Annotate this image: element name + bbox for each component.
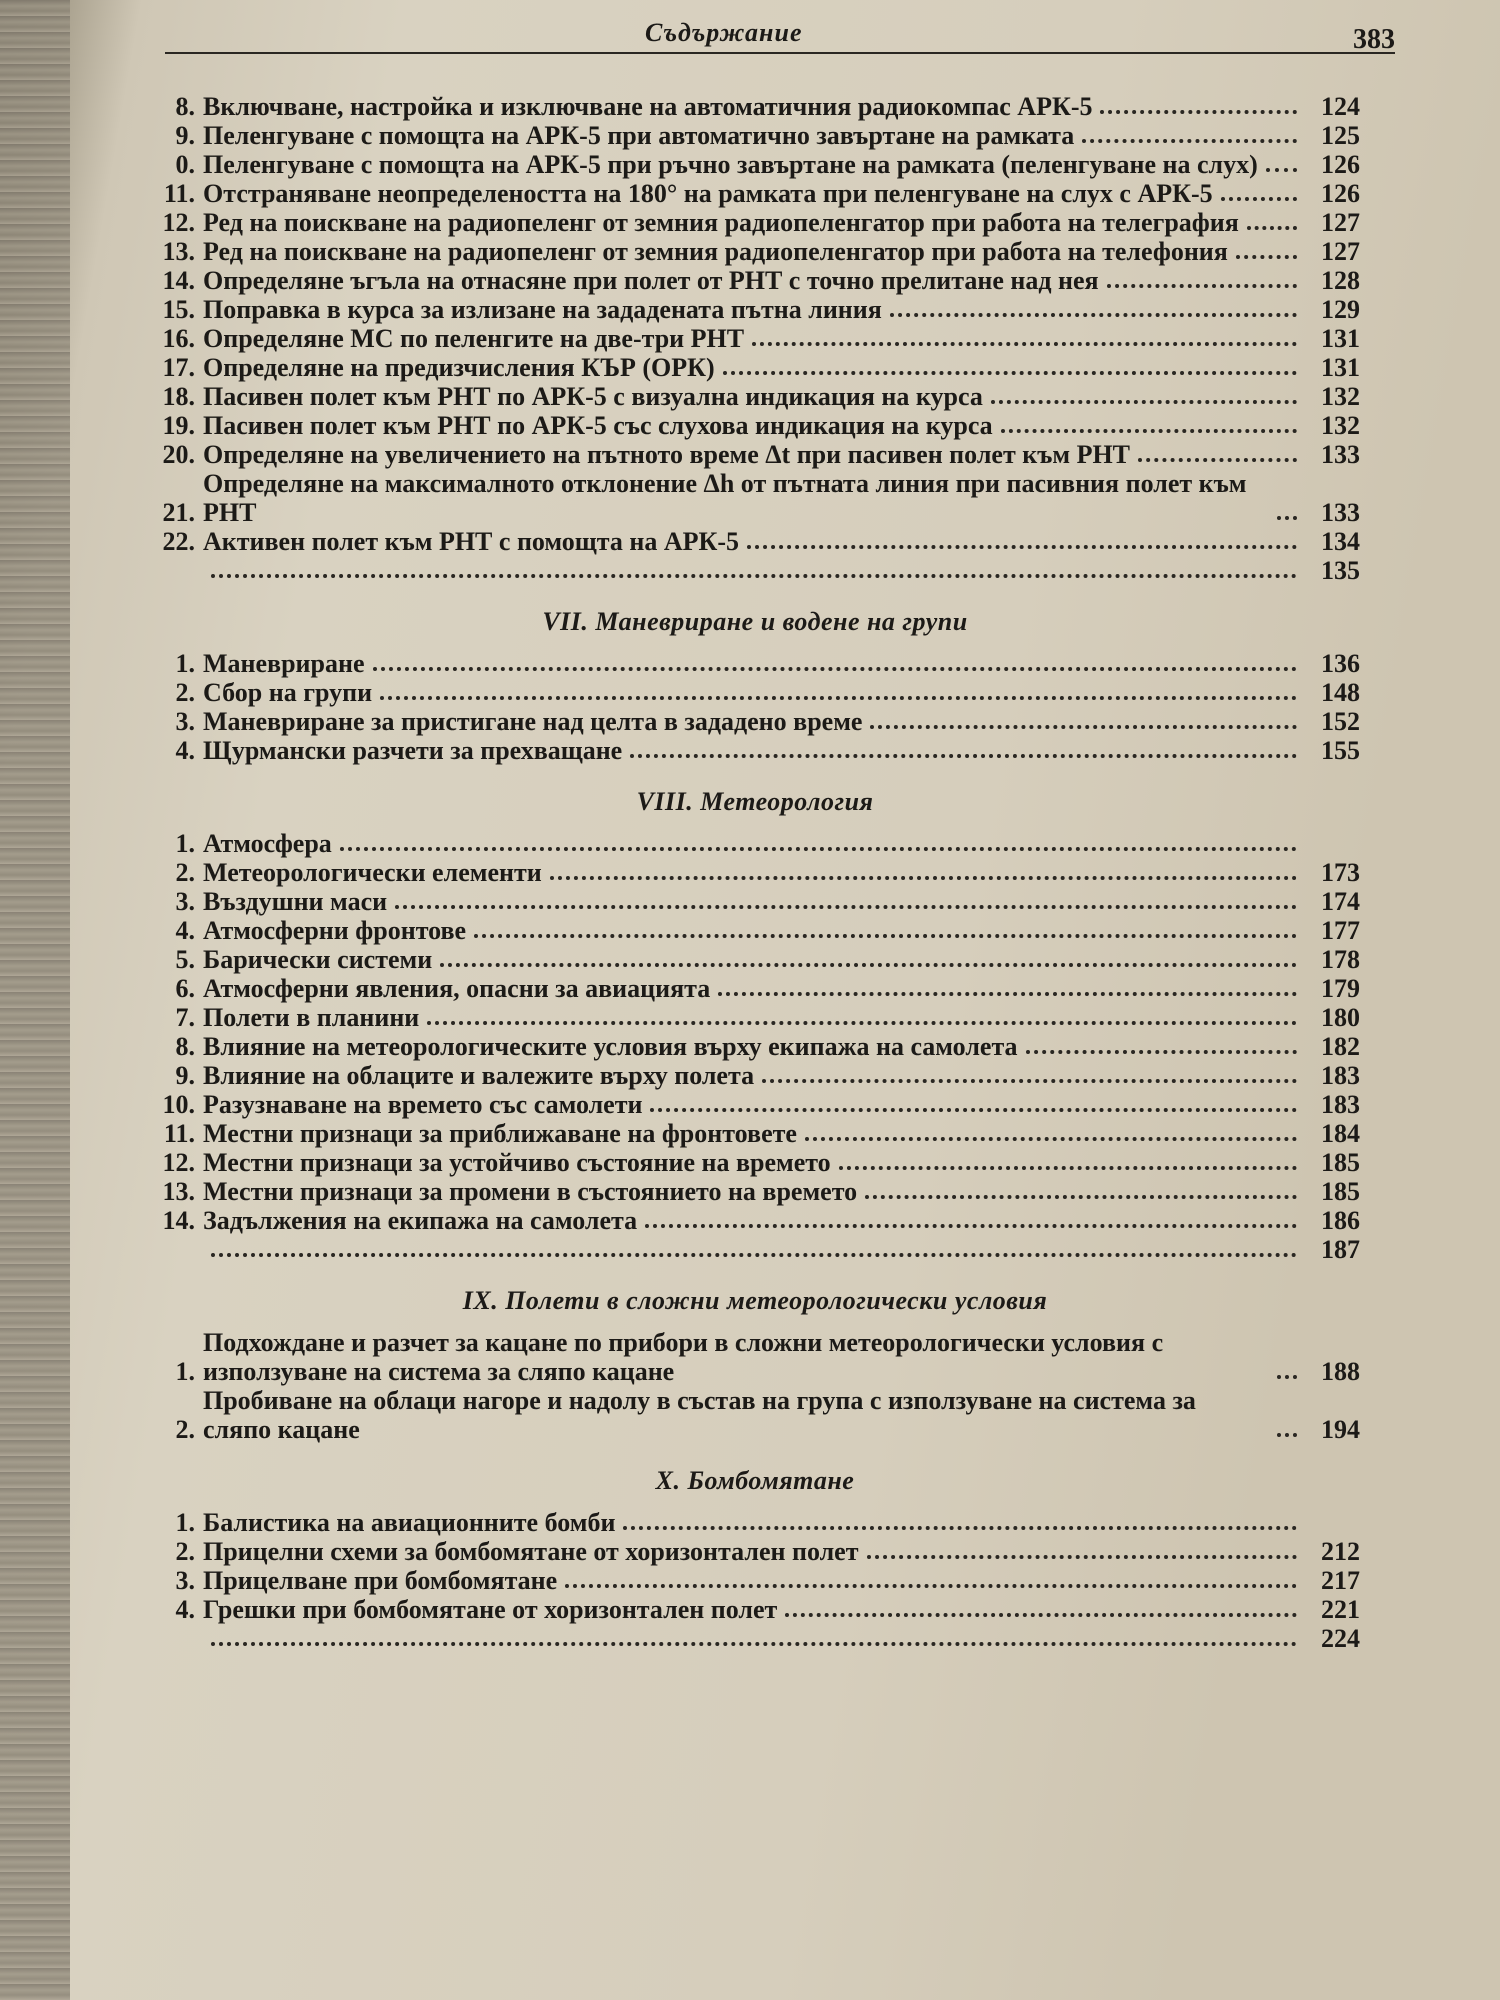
toc-entry-number: 2. [175,1415,195,1444]
page-title: Съдържание [645,18,803,47]
toc-entry-page: 152 [1321,707,1360,736]
toc-entry-number: 14. [162,1206,195,1235]
toc-entry-page: 133 [1321,440,1360,469]
toc-entry-number: 4. [175,1595,195,1624]
toc-entry-number: 13. [162,1177,195,1206]
leader-dots [1138,458,1297,462]
toc-entry [150,179,1360,208]
toc-entry-page: 129 [1321,295,1360,324]
toc-entry-page: 221 [1321,1595,1360,1624]
toc-entry [150,527,1360,556]
toc-entry-page: 173 [1321,858,1360,887]
toc-entry-page: 185 [1321,1177,1360,1206]
toc-entry-title: Определяне на увеличението на пътното време Δt при пасивен полет към РНТ [203,440,1131,469]
toc-entry [150,1003,1360,1032]
toc-entry-page: 155 [1321,736,1360,765]
toc-entry-number: 7. [175,1003,195,1032]
toc-entry-number: 14. [162,266,195,295]
leader-dots [1277,516,1297,520]
toc-entry-page: 212 [1321,1537,1360,1566]
toc-entry-title: Грешки при бомбомятане от хоризонтален полет [203,1595,778,1624]
toc-entry-title: Атмосферни фронтове [203,916,467,945]
toc-entry-title: Определяне МС по пеленгите на две-три РНТ [203,324,745,353]
leader-dots [723,371,1297,375]
toc-entry-number: 11. [163,179,195,208]
toc-entry [150,440,1360,469]
toc-entry-page: 134 [1321,527,1360,556]
table-of-contents [150,92,1360,1653]
section-heading: X. Бомбомятане [655,1466,855,1495]
toc-entry-number: 2. [175,678,195,707]
toc-entry-number: 0. [175,150,195,179]
toc-entry-title: Пеленгуване с помощта на АРК-5 при автоматично завъртане на рамката [203,121,1075,150]
toc-entry [150,237,1360,266]
toc-entry [150,469,1360,527]
toc-entry-number: 8. [175,92,195,121]
toc-entry-title: Прицелни схеми за бомбомятане от хоризонтален полет [203,1537,859,1566]
toc-entry-page: 183 [1321,1061,1360,1090]
leader-dots [870,725,1297,729]
leader-dots [645,1224,1297,1228]
toc-entry [150,411,1360,440]
toc-entry-number: 13. [162,237,195,266]
toc-entry-title: Щурмански разчети за прехващане [203,736,623,765]
toc-entry-number: 12. [162,208,195,237]
leader-dots [1026,1050,1297,1054]
toc-entry-page: 183 [1321,1090,1360,1119]
leader-dots [565,1584,1297,1588]
toc-entry-page: 182 [1321,1032,1360,1061]
toc-entry-number: 19. [162,411,195,440]
toc-entry-title: Пеленгуване с помощта на АРК-5 при ръчно завъртане на рамката (пеленгуване на слух) [203,150,1258,179]
toc-entry-number: 10. [162,1090,195,1119]
leader-dots [865,1195,1297,1199]
toc-entry [150,1595,1360,1624]
toc-entry-number: 3. [175,887,195,916]
toc-entry-title: Барически системи [203,945,433,974]
toc-entry [150,150,1360,179]
toc-entry-title: Влияние на метеорологическите условия върху екипажа на самолета [203,1032,1018,1061]
toc-entry [150,736,1360,765]
toc-entry [150,1090,1360,1119]
toc-entry-number: 6. [175,974,195,1003]
toc-entry-page: 127 [1321,208,1360,237]
toc-entry-page: 125 [1321,121,1360,150]
toc-entry [150,974,1360,1003]
toc-entry-page: 126 [1321,179,1360,208]
toc-entry [150,382,1360,411]
toc-entry [150,829,1360,858]
toc-entry [150,266,1360,295]
toc-entry [150,1206,1360,1235]
toc-entry-page: 177 [1321,916,1360,945]
toc-entry [150,92,1360,121]
toc-entry-title: Сбор на групи [203,678,373,707]
toc-entry-number: 1. [175,829,195,858]
toc-entry-number: 1. [175,649,195,678]
toc-entry-title: Прицелване при бомбомятане [203,1566,558,1595]
leader-dots [1236,255,1297,259]
toc-entry [150,121,1360,150]
toc-entry-title: Въздушни маси [203,887,388,916]
toc-entry-page: 188 [1321,1357,1360,1386]
leader-dots [650,1108,1297,1112]
toc-entry-page: 136 [1321,649,1360,678]
leader-dots [373,667,1297,671]
toc-entry [150,916,1360,945]
leader-dots [440,963,1297,967]
leader-dots [1082,139,1297,143]
leader-dots [1221,197,1297,201]
toc-entry-number: 16. [162,324,195,353]
leader-dots [623,1526,1297,1530]
toc-entry-title: Пасивен полет към РНТ по АРК-5 с визуална индикация на курса [203,382,983,411]
leader-dots [1001,429,1297,433]
toc-entry-number: 2. [175,1537,195,1566]
toc-entry-title: Полети в планини [203,1003,420,1032]
toc-entry-title: Пробиване на облаци нагоре и надолу в състав на група с използуване на система за сляпо кацане [203,1386,1203,1444]
toc-entry [150,1177,1360,1206]
toc-entry-page: 128 [1321,266,1360,295]
toc-entry [150,1032,1360,1061]
toc-entry-title: Пасивен полет към РНТ по АРК-5 със слухова индикация на курса [203,411,993,440]
toc-entry-number: 9. [175,1061,195,1090]
toc-entry-number: 21. [162,498,195,527]
toc-entry [150,1624,1360,1653]
leader-dots [1266,168,1297,172]
toc-entry [150,556,1360,585]
leader-dots [211,1642,1297,1646]
toc-entry [150,295,1360,324]
toc-entry-page: 131 [1321,353,1360,382]
leader-dots [785,1613,1297,1617]
toc-entry [150,858,1360,887]
toc-entry [150,1537,1360,1566]
toc-entry [150,678,1360,707]
toc-entry-title: Местни признаци за промени в състоянието на времето [203,1177,858,1206]
toc-entry-number: 17. [162,353,195,382]
toc-entry-page: 148 [1321,678,1360,707]
leader-dots [805,1137,1297,1141]
toc-entry-page: 174 [1321,887,1360,916]
leader-dots [867,1555,1298,1559]
leader-dots [395,905,1297,909]
toc-entry-page: 178 [1321,945,1360,974]
toc-entry-title: Определяне на предизчисления КЪР (ОРК) [203,353,715,382]
toc-entry-title: Местни признаци за приближаване на фронтовете [203,1119,797,1148]
toc-entry [150,1119,1360,1148]
toc-entry-number: 4. [175,916,195,945]
toc-entry-page: 124 [1321,92,1360,121]
toc-entry-number: 8. [175,1032,195,1061]
toc-entry-title: Атмосфера [203,829,332,858]
toc-entry-title: Ред на поискване на радиопеленг от земния радиопеленгатор при работа на телефония [203,237,1228,266]
toc-entry-page: 194 [1321,1415,1360,1444]
toc-entry-title: Определяне ъгъла на отнасяне при полет от РНТ с точно прелитане над нея [203,266,1099,295]
leader-dots [474,934,1297,938]
toc-entry-title: Определяне на максималното отклонение Δh от пътната линия при пасивния полет към РНТ [203,469,1253,527]
leader-dots [380,696,1297,700]
toc-entry [150,1508,1360,1537]
toc-entry [150,353,1360,382]
leader-dots [839,1166,1297,1170]
toc-entry [150,324,1360,353]
toc-entry-page: 184 [1321,1119,1360,1148]
leader-dots [550,876,1297,880]
page-number: 383 [1353,24,1395,55]
toc-entry-title: Задължения на екипажа на самолета [203,1206,638,1235]
toc-entry-title: Маневриране [203,649,365,678]
toc-entry [150,887,1360,916]
toc-entry-page: 132 [1321,382,1360,411]
toc-entry-page: 131 [1321,324,1360,353]
toc-entry-page: 186 [1321,1206,1360,1235]
leader-dots [718,992,1297,996]
leader-dots [991,400,1297,404]
section-heading: VII. Маневриране и водене на групи [542,607,968,636]
toc-entry-page: 185 [1321,1148,1360,1177]
leader-dots [1107,284,1297,288]
toc-entry [150,1061,1360,1090]
leader-dots [1277,1433,1297,1437]
toc-entry [150,208,1360,237]
toc-entry-number: 20. [162,440,195,469]
toc-entry [150,945,1360,974]
toc-entry-page: 187 [1321,1235,1360,1264]
toc-entry-page: 180 [1321,1003,1360,1032]
toc-entry-number: 2. [175,858,195,887]
toc-entry-title: Влияние на облаците и валежите върху полета [203,1061,755,1090]
toc-entry-page: 126 [1321,150,1360,179]
toc-entry-number: 3. [175,707,195,736]
leader-dots [211,574,1297,578]
toc-entry [150,1235,1360,1264]
toc-entry [150,649,1360,678]
page-binding [0,0,70,2000]
leader-dots [1277,1375,1297,1379]
toc-entry-page: 224 [1321,1624,1360,1653]
toc-entry-number: 22. [162,527,195,556]
toc-entry-number: 1. [175,1508,195,1537]
toc-entry [150,1566,1360,1595]
toc-entry-page: 132 [1321,411,1360,440]
section-heading: VIII. Метеорология [636,787,874,816]
toc-entry-page: 135 [1321,556,1360,585]
toc-entry-title: Ред на поискване на радиопеленг от земния радиопеленгатор при работа на телеграфия [203,208,1239,237]
toc-entry-title: Местни признаци за устойчиво състояние на времето [203,1148,831,1177]
toc-entry-title: Включване, настройка и изключване на автоматичния радиокомпас АРК-5 [203,92,1093,121]
toc-entry-number: 12. [162,1148,195,1177]
toc-entry-page: 217 [1321,1566,1360,1595]
toc-entry [150,1328,1360,1386]
toc-entry-number: 5. [175,945,195,974]
leader-dots [1247,226,1297,230]
section-heading: IX. Полети в сложни метеорологически условия [462,1286,1048,1315]
toc-entry-page: 179 [1321,974,1360,1003]
toc-entry-title: Подхождане и разчет за кацане по прибори в сложни метеорологически условия с използуване на система за сляпо кацане [203,1328,1170,1386]
toc-entry [150,707,1360,736]
toc-entry-title: Поправка в курса за излизане на зададената пътна линия [203,295,882,324]
toc-entry-number: 3. [175,1566,195,1595]
leader-dots [890,313,1297,317]
toc-entry-title: Разузнаване на времето със самолети [203,1090,643,1119]
toc-entry-title: Отстраняване неопределеността на 180° на рамката при пеленгуване на слух с АРК-5 [203,179,1213,208]
toc-entry-title: Метеорологически елементи [203,858,542,887]
toc-entry [150,1148,1360,1177]
toc-entry-number: 18. [162,382,195,411]
toc-entry-number: 4. [175,736,195,765]
leader-dots [211,1253,1297,1257]
toc-entry-page: 127 [1321,237,1360,266]
toc-entry-number: 1. [175,1357,195,1386]
leader-dots [427,1021,1297,1025]
page-header [165,8,1395,54]
toc-entry-title: Атмосферни явления, опасни за авиацията [203,974,711,1003]
toc-entry [150,1386,1360,1444]
leader-dots [762,1079,1297,1083]
toc-entry-title: Активен полет към РНТ с помощта на АРК-5 [203,527,739,556]
leader-dots [630,754,1297,758]
toc-entry-title: Балистика на авиационните бомби [203,1508,616,1537]
leader-dots [1100,110,1297,114]
leader-dots [747,545,1297,549]
toc-entry-number: 9. [175,121,195,150]
toc-entry-number: 15. [162,295,195,324]
toc-entry-title: Маневриране за пристигане над целта в зададено време [203,707,863,736]
leader-dots [752,342,1297,346]
toc-entry-page: 133 [1321,498,1360,527]
toc-entry-number: 11. [163,1119,195,1148]
leader-dots [340,847,1297,851]
